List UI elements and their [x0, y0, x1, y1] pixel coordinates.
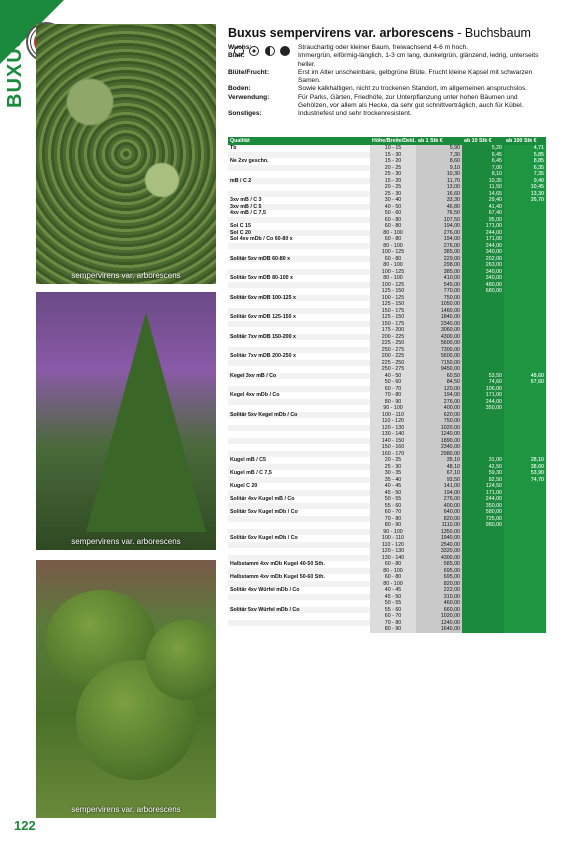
table-cell: 5,20 [462, 145, 504, 152]
table-cell: 150 - 160 [370, 444, 416, 451]
cone-shape [86, 312, 206, 532]
table-cell: 5600,00 [416, 340, 462, 347]
page-number: 122 [14, 818, 36, 833]
table-cell: 80 - 90 [370, 626, 416, 633]
table-cell: 7300,00 [416, 347, 462, 354]
table-cell: 350,00 [462, 503, 504, 510]
table-cell: 340,00 [462, 269, 504, 276]
table-cell: 244,00 [462, 399, 504, 406]
table-cell: 2340,00 [416, 444, 462, 451]
table-cell: 100 - 125 [370, 295, 416, 302]
table-cell: 340,00 [462, 249, 504, 256]
table-cell: 225 - 250 [370, 340, 416, 347]
table-cell: 60 - 80 [370, 574, 416, 581]
table-cell: 45 - 50 [370, 490, 416, 497]
table-cell: 33,30 [416, 197, 462, 204]
table-cell: 725,00 [462, 516, 504, 523]
table-cell: 150 - 175 [370, 308, 416, 315]
table-cell: 3xv mB / C 3 [228, 197, 370, 204]
column-header: Höhe/Breite/Dekl. [372, 137, 416, 144]
table-cell: 585,00 [416, 561, 462, 568]
title-common: - Buchsbaum [453, 26, 531, 40]
property-value: Strauchartig oder kleiner Baum, freiwachsend 4-6 m hoch. [298, 44, 469, 51]
table-cell: 1020,00 [416, 613, 462, 620]
table-cell: 125 - 150 [370, 301, 416, 308]
table-cell: 107,50 [416, 217, 462, 224]
table-row [228, 496, 546, 503]
table-cell: 20 - 25 [370, 457, 416, 464]
table-cell: 2340,00 [416, 321, 462, 328]
table-cell: Solitär 5xv mDB 80-100 x [228, 275, 370, 282]
table-cell: 298,00 [416, 262, 462, 269]
table-cell: 67,10 [416, 470, 462, 477]
table-cell: 9,40 [504, 178, 546, 185]
table-cell: 25 - 30 [370, 191, 416, 198]
table-cell: 35,10 [416, 457, 462, 464]
table-cell: Kugel mB / C5 [228, 457, 370, 464]
table-cell: 11,50 [462, 184, 504, 191]
section-label: BUXUS [4, 32, 26, 108]
table-cell: 25 - 30 [370, 464, 416, 471]
table-cell: 171,00 [462, 236, 504, 243]
table-cell: 110 - 120 [370, 542, 416, 549]
table-cell: 276,00 [416, 496, 462, 503]
title-botanical: Buxus sempervirens var. arborescens [228, 26, 454, 40]
table-cell: 70 - 80 [370, 516, 416, 523]
table-cell: 100 - 125 [370, 249, 416, 256]
table-cell: 67,60 [504, 379, 546, 386]
table-header-row [228, 137, 546, 145]
table-cell: Ne 2xv geschn. [228, 158, 370, 165]
table-cell [228, 626, 370, 633]
property-key: Blüte/Frucht: [228, 68, 270, 76]
table-cell: 50 - 55 [370, 496, 416, 503]
table-cell: Solitär 6xv Kugel mDb / Co [228, 535, 370, 542]
table-cell: 60 - 80 [370, 217, 416, 224]
table-cell: 130 - 140 [370, 555, 416, 562]
table-cell: 25 - 30 [370, 171, 416, 178]
table-cell: 48,10 [416, 464, 462, 471]
table-cell: 620,00 [416, 412, 462, 419]
table-cell: 90 - 100 [370, 529, 416, 536]
table-cell: Kugel C 20 [228, 483, 370, 490]
table-cell: Solitär 6xv mDB 100-125 x [228, 295, 370, 302]
table-cell: 350,00 [462, 405, 504, 412]
table-cell: 1240,00 [416, 620, 462, 627]
table-cell: 141,00 [416, 483, 462, 490]
table-cell: 171,00 [462, 223, 504, 230]
table-cell: 263,00 [462, 262, 504, 269]
table-cell: Solitär 5xv mDB 60-80 x [228, 256, 370, 263]
photo-caption: sempervirens var. arborescens [71, 271, 181, 280]
column-header: ab 100 Stk € [504, 137, 546, 145]
table-cell: Solitär 7xv mDB 200-250 x [228, 353, 370, 360]
table-cell: 250 - 275 [370, 366, 416, 373]
property-key: Verwendung: [228, 93, 270, 101]
table-cell: 4300,00 [416, 334, 462, 341]
table-cell: 250 - 275 [370, 347, 416, 354]
property-value: Für Parks, Gärten, Friedhöfe, zur Unterpflanzung unter hohen Bäumen und Gehölzen, vor allem als Hecke, da sehr gut schnittverträglich, auch für Kübel. [298, 93, 524, 110]
table-cell: 194,00 [416, 490, 462, 497]
table-cell: 150 - 175 [370, 321, 416, 328]
property-row [228, 44, 546, 52]
table-cell: 53,50 [462, 373, 504, 380]
table-cell: 200 - 225 [370, 334, 416, 341]
table-cell: 1640,00 [416, 626, 462, 633]
table-cell: 660,00 [416, 607, 462, 614]
table-cell: 480,00 [462, 282, 504, 289]
plant-properties [228, 44, 546, 119]
table-cell: 48,60 [504, 373, 546, 380]
table-cell: 76,50 [416, 210, 462, 217]
table-cell: 400,00 [416, 503, 462, 510]
table-cell: 10,45 [504, 184, 546, 191]
table-cell: 50 - 55 [370, 600, 416, 607]
table-cell: 200 - 225 [370, 353, 416, 360]
table-cell: Solitär 4xv Würfel mDb / Co [228, 587, 370, 594]
table-row [228, 236, 546, 243]
table-cell: 60 - 70 [370, 509, 416, 516]
table-cell: 80 - 90 [370, 399, 416, 406]
table-cell: 194,00 [416, 392, 462, 399]
table-cell: 93,50 [416, 477, 462, 484]
table-cell: 980,00 [462, 522, 504, 529]
table-cell: 2540,00 [416, 542, 462, 549]
table-cell: 100 - 110 [370, 535, 416, 542]
table-cell: 6,45 [462, 152, 504, 159]
table-cell: 20 - 25 [370, 184, 416, 191]
table-cell: 680,00 [462, 288, 504, 295]
table-cell: 222,00 [416, 587, 462, 594]
property-row [228, 110, 546, 118]
table-cell: 74,70 [504, 477, 546, 484]
table-row [228, 392, 546, 399]
table-cell: 6,35 [504, 165, 546, 172]
table-cell: 124,50 [462, 483, 504, 490]
table-cell: 38,60 [504, 464, 546, 471]
photo-buxus-shrub [36, 24, 216, 284]
table-cell: 175 - 200 [370, 327, 416, 334]
table-cell: 13,00 [416, 184, 462, 191]
table-cell: 125 - 150 [370, 314, 416, 321]
table-cell: 750,00 [416, 418, 462, 425]
table-cell: Tb [228, 145, 370, 152]
table-cell: 202,00 [462, 256, 504, 263]
table-cell: 11,70 [416, 178, 462, 185]
table-cell: 40 - 50 [370, 204, 416, 211]
column-header: ab 10 Stk € [462, 137, 504, 145]
table-cell: 120 - 130 [370, 548, 416, 555]
table-cell: 1110,00 [416, 522, 462, 529]
table-cell: Solitär 7xv mDB 150-200 x [228, 334, 370, 341]
table-cell: Sol 4xv mDb / Co 60-80 x [228, 236, 370, 243]
table-cell: 80 - 100 [370, 275, 416, 282]
table-cell: 9450,00 [416, 366, 462, 373]
property-row [228, 94, 546, 111]
table-body [228, 145, 546, 633]
table-cell: 30 - 40 [370, 197, 416, 204]
price-table [228, 137, 546, 633]
table-cell: 10 - 15 [370, 145, 416, 152]
table-cell: 55 - 60 [370, 503, 416, 510]
table-cell: 120,00 [416, 386, 462, 393]
property-row [228, 85, 546, 93]
table-cell: 60 - 80 [370, 236, 416, 243]
table-cell: Sol C 15 [228, 223, 370, 230]
table-cell: 30 - 35 [370, 470, 416, 477]
table-cell: 3320,00 [416, 548, 462, 555]
table-cell: 695,00 [416, 568, 462, 575]
table-cell: 3060,00 [416, 327, 462, 334]
table-cell: 460,00 [416, 600, 462, 607]
table-cell: 820,00 [416, 516, 462, 523]
table-cell: Solitär 5xv Kugel mDb / Co [228, 509, 370, 516]
table-cell: 125 - 150 [370, 288, 416, 295]
table-cell: 8,10 [462, 171, 504, 178]
property-row [228, 69, 546, 86]
table-cell: 20 - 25 [370, 165, 416, 172]
table-cell: 60 - 80 [370, 223, 416, 230]
property-value: Immergrün, eiförmig-länglich, 1-3 cm lang, dunkelgrün, glänzend, ledrig, unterseits heller. [298, 52, 539, 68]
table-cell: 28,10 [504, 457, 546, 464]
table-cell: 545,00 [416, 282, 462, 289]
table-cell: 15 - 20 [370, 178, 416, 185]
table-cell [462, 626, 504, 633]
table-cell: 80 - 100 [370, 243, 416, 250]
table-cell: 26,70 [504, 197, 546, 204]
table-cell: 60 - 80 [370, 561, 416, 568]
table-cell: 35 - 40 [370, 477, 416, 484]
table-cell: 8,60 [416, 158, 462, 165]
table-cell: 1940,00 [416, 535, 462, 542]
table-cell: 60,50 [416, 373, 462, 380]
table-row [228, 626, 546, 633]
table-row [228, 509, 546, 516]
property-row [228, 52, 546, 69]
table-cell: 244,00 [462, 243, 504, 250]
table-cell: 7,35 [504, 171, 546, 178]
property-key: Boden: [228, 85, 251, 93]
table-cell: 5,90 [416, 145, 462, 152]
table-cell: 820,00 [416, 581, 462, 588]
table-cell: 50 - 60 [370, 210, 416, 217]
table-cell: Kegel 3xv mB / Co [228, 373, 370, 380]
property-key: Wuchs: [228, 44, 252, 51]
photo-caption: sempervirens var. arborescens [71, 537, 181, 546]
table-cell: 5600,00 [416, 353, 462, 360]
table-cell: Kugel mB / C 7,5 [228, 470, 370, 477]
photo-caption: sempervirens var. arborescens [71, 805, 181, 814]
table-cell: Solitär 5xv Kegel mDb / Co [228, 412, 370, 419]
table-cell: 310,00 [416, 594, 462, 601]
table-cell: 580,00 [462, 509, 504, 516]
table-cell: Halbstamm 4xv mDb Kugel 50-60 Sth. [228, 574, 370, 581]
table-cell: 160 - 170 [370, 451, 416, 458]
table-cell: 1460,00 [416, 308, 462, 315]
table-cell: 194,00 [416, 236, 462, 243]
table-cell: 40 - 45 [370, 587, 416, 594]
table-cell: 10,35 [462, 178, 504, 185]
table-cell: 244,00 [462, 496, 504, 503]
property-key: Sonstiges: [228, 110, 262, 118]
table-cell: 695,00 [416, 574, 462, 581]
table-cell: 10,30 [416, 171, 462, 178]
table-cell: 7,30 [416, 152, 462, 159]
table-cell: 229,00 [416, 256, 462, 263]
table-cell: 225 - 250 [370, 360, 416, 367]
table-cell: 385,00 [416, 249, 462, 256]
table-cell: 80 - 100 [370, 581, 416, 588]
column-header: Qualität [228, 137, 370, 145]
table-cell: 100 - 125 [370, 282, 416, 289]
table-cell: 1020,00 [416, 425, 462, 432]
table-cell: 1350,00 [416, 529, 462, 536]
table-cell: 55 - 60 [370, 607, 416, 614]
table-cell: 171,00 [462, 392, 504, 399]
table-cell: 4xv mB / C 7,5 [228, 210, 370, 217]
table-cell: 13,30 [504, 191, 546, 198]
table-cell: 80 - 90 [370, 522, 416, 529]
table-cell: 15 - 30 [370, 152, 416, 159]
table-cell: 14,65 [462, 191, 504, 198]
table-cell: 59,30 [462, 470, 504, 477]
table-cell: 80 - 100 [370, 230, 416, 237]
table-cell: 7150,00 [416, 360, 462, 367]
table-cell: Halbstamm 4xv mDb Kugel 40-50 Sth. [228, 561, 370, 568]
table-cell: 3xv mB / C 5 [228, 204, 370, 211]
table-cell: 40 - 50 [370, 373, 416, 380]
table-cell: 45 - 50 [370, 594, 416, 601]
table-cell: 1840,00 [416, 314, 462, 321]
table-cell: 1240,00 [416, 431, 462, 438]
table-cell: 60 - 70 [370, 613, 416, 620]
table-cell: 90 - 100 [370, 405, 416, 412]
property-value: Industriefest und sehr trockenresistent. [298, 110, 412, 118]
table-cell: 9,10 [416, 165, 462, 172]
ball-shape [146, 620, 216, 700]
table-cell: 95,00 [462, 217, 504, 224]
table-cell: 1890,00 [416, 438, 462, 445]
table-cell: 106,00 [462, 386, 504, 393]
table-cell: 2980,00 [416, 451, 462, 458]
table-cell: 100 - 125 [370, 269, 416, 276]
column-header: ab 1 Stk € [416, 137, 462, 145]
table-cell: 60 - 80 [370, 256, 416, 263]
table-cell: 276,00 [416, 230, 462, 237]
table-cell: 385,00 [416, 269, 462, 276]
table-cell: 8,85 [504, 158, 546, 165]
property-value: Sowie kalkhaltigen, nicht zu trockenen Standort, im allgemeinen anspruchslos. [298, 85, 528, 93]
property-value: Erst im Alter unscheinbare, gelbgrüne Blüte. Frucht kleine Kapsel mit schwarzen Samen. [298, 68, 533, 85]
table-cell [504, 626, 546, 633]
table-cell: 60 - 70 [370, 386, 416, 393]
product-title [228, 26, 531, 40]
table-cell: 640,00 [416, 509, 462, 516]
table-cell: 16,60 [416, 191, 462, 198]
table-cell: 31,00 [462, 457, 504, 464]
table-cell: 80 - 100 [370, 262, 416, 269]
table-cell: 80 - 100 [370, 568, 416, 575]
table-cell: 276,00 [416, 399, 462, 406]
table-cell: 1050,00 [416, 301, 462, 308]
table-cell: 41,40 [462, 204, 504, 211]
table-cell: 4,71 [504, 145, 546, 152]
table-cell: 276,00 [416, 243, 462, 250]
table-cell: 100 - 110 [370, 412, 416, 419]
table-cell: 70 - 80 [370, 620, 416, 627]
table-cell: 410,00 [416, 275, 462, 282]
table-cell: 82,50 [462, 477, 504, 484]
table-cell: 74,60 [462, 379, 504, 386]
table-cell: 340,00 [462, 275, 504, 282]
table-cell: Solitär 6xv mDB 125-150 x [228, 314, 370, 321]
table-cell: 130 - 140 [370, 431, 416, 438]
property-key: Blatt: [228, 52, 245, 60]
table-cell: 770,00 [416, 288, 462, 295]
table-cell: Sol C 20 [228, 230, 370, 237]
table-cell: 84,50 [416, 379, 462, 386]
table-cell: 50 - 60 [370, 379, 416, 386]
table-cell: 42,50 [462, 464, 504, 471]
table-cell: 40 - 45 [370, 483, 416, 490]
table-cell: 6,45 [462, 158, 504, 165]
table-cell: mB / C 2 [228, 178, 370, 185]
table-cell: Solitär 5xv Würfel mDb / Co [228, 607, 370, 614]
table-cell: 110 - 120 [370, 418, 416, 425]
table-cell: 171,00 [462, 490, 504, 497]
table-cell: 15 - 20 [370, 158, 416, 165]
photo-buxus-balls [36, 560, 216, 818]
table-cell: 70 - 80 [370, 392, 416, 399]
table-cell: 46,80 [416, 204, 462, 211]
table-cell: 7,00 [462, 165, 504, 172]
table-cell: Kegel 4xv mDb / Co [228, 392, 370, 399]
table-cell: 5,85 [504, 152, 546, 159]
photo-buxus-cone [36, 292, 216, 550]
table-cell: 120 - 130 [370, 425, 416, 432]
table-cell: 750,00 [416, 295, 462, 302]
table-cell: 29,40 [462, 197, 504, 204]
table-cell: 400,00 [416, 405, 462, 412]
table-cell: 67,40 [462, 210, 504, 217]
table-cell: 140 - 150 [370, 438, 416, 445]
table-cell: 244,00 [462, 230, 504, 237]
table-cell: 194,00 [416, 223, 462, 230]
table-cell: 53,90 [504, 470, 546, 477]
table-row [228, 275, 546, 282]
table-cell: Solitär 4xv Kugel mB / Co [228, 496, 370, 503]
table-cell: 4300,00 [416, 555, 462, 562]
